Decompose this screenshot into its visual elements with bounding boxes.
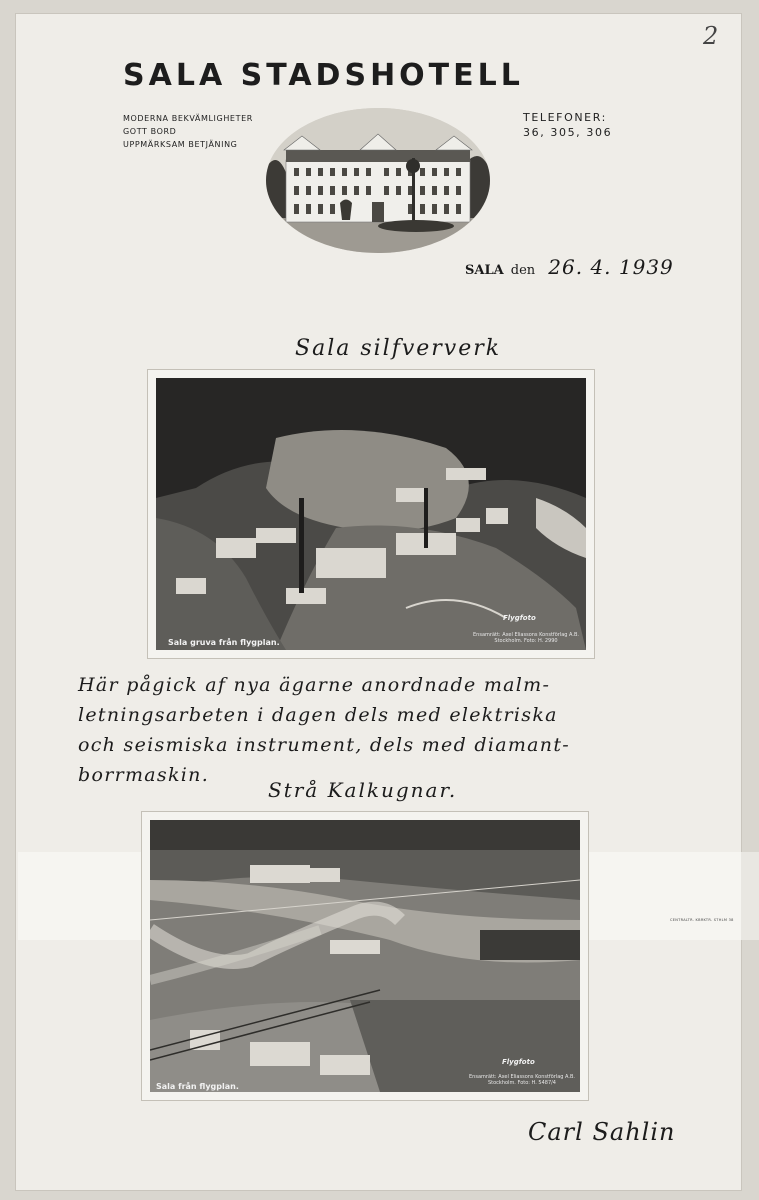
telephone-block bbox=[523, 110, 612, 140]
amenity-line: MODERNA BEKVÄMLIGHETER bbox=[123, 114, 253, 123]
credit-line bbox=[464, 1080, 580, 1086]
photo-credit bbox=[468, 632, 584, 644]
credit-line bbox=[468, 638, 584, 644]
amenities-list bbox=[123, 112, 253, 151]
telephone-numbers: 36, 305, 306 bbox=[523, 126, 613, 139]
credit-city: Stockholm. bbox=[487, 1080, 516, 1086]
photo-sala-mine bbox=[148, 370, 594, 658]
photo-logo: Flygfoto bbox=[503, 614, 536, 622]
aerial-mine-image bbox=[156, 378, 586, 650]
photo-caption: Sala gruva från flygplan. bbox=[168, 638, 280, 647]
date-city: SALA bbox=[465, 263, 504, 278]
amenity-line: UPPMÄRKSAM BETJÄNING bbox=[123, 140, 238, 149]
body-line: borrmaskin. bbox=[78, 764, 210, 786]
hotel-photo bbox=[266, 108, 490, 253]
credit-line: Ensamrätt: Axel Eliassons Konstförlag A.B. bbox=[473, 632, 579, 638]
hotel-name: SALA STADSHOTELL bbox=[123, 58, 524, 93]
body-line: letningsarbeten i dagen dels med elektriska bbox=[78, 704, 558, 726]
credit-photo-no: Foto: H. 5487/4 bbox=[517, 1080, 556, 1086]
credit-city: Stockholm. bbox=[494, 638, 523, 644]
signature: Carl Sahlin bbox=[528, 1118, 676, 1146]
telephone-label: TELEFONER: bbox=[523, 111, 607, 124]
mounting-strip-edge bbox=[741, 852, 759, 940]
body-line: och seismiska instrument, dels med diamant- bbox=[78, 734, 570, 756]
photo-sala-town bbox=[142, 812, 588, 1100]
credit-line: Ensamrätt: Axel Eliassons Konstförlag A.B. bbox=[469, 1074, 575, 1080]
heading-silver-mine: Sala silfververk bbox=[295, 336, 502, 361]
photo-caption: Sala från flygplan. bbox=[156, 1082, 239, 1091]
credit-photo-no: Foto: H. 2990 bbox=[523, 638, 558, 644]
aerial-town-image bbox=[150, 820, 580, 1092]
photo-credit bbox=[464, 1074, 580, 1086]
heading-lime-kilns: Strå Kalkugnar. bbox=[268, 778, 458, 802]
body-line: Här pågick af nya ägarne anordnade malm- bbox=[78, 674, 551, 696]
date-value: 26. 4. 1939 bbox=[548, 255, 674, 279]
letter-body bbox=[78, 670, 570, 790]
photo-logo: Flygfoto bbox=[502, 1058, 535, 1066]
page-number: 2 bbox=[703, 22, 719, 50]
date-den: den bbox=[510, 263, 536, 278]
printer-mark: CENTRALTR. KBRKTR. STHLM 38 bbox=[670, 918, 734, 922]
letter-date bbox=[465, 255, 674, 279]
amenity-line: GOTT BORD bbox=[123, 127, 177, 136]
